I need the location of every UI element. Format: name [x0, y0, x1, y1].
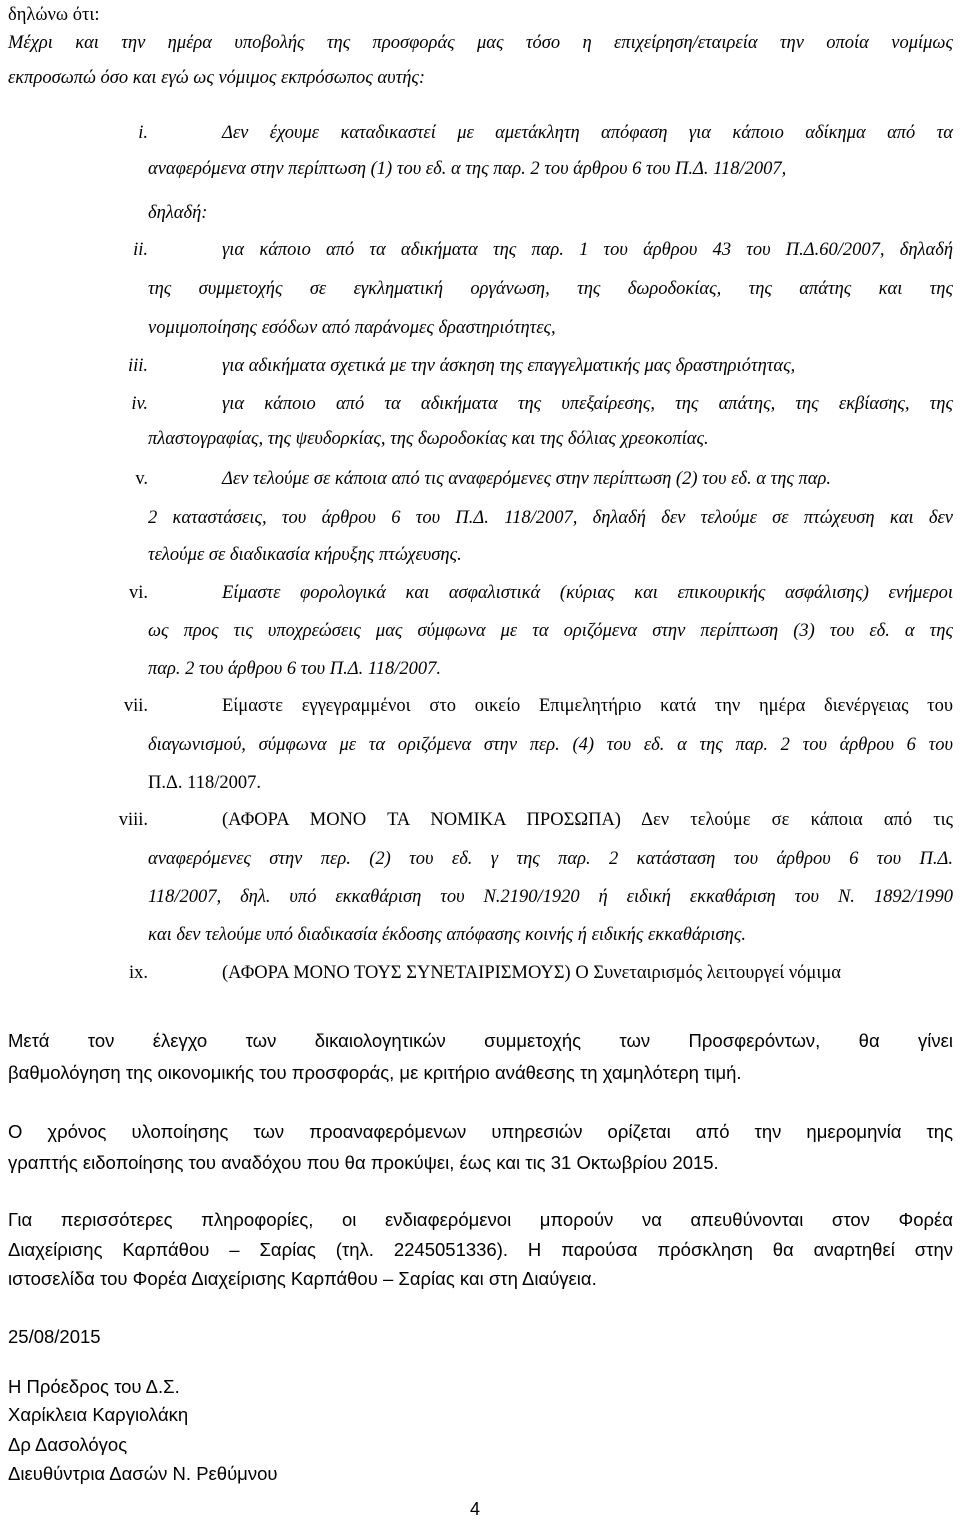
- paragraph-3-line-2: Διαχείρισης Καρπάθου – Σαρίας (τηλ. 2245051336). Η παρούσα πρόσκληση θα αναρτηθεί στην: [8, 1239, 953, 1260]
- item-viii-line-4: και δεν τελούμε υπό διαδικασία έκδοσης απόφασης κοινής ή ειδικής εκκαθάρισης.: [148, 925, 746, 945]
- intro-line-1: Μέχρι και την ημέρα υποβολής της προσφοράς μας τόσο η επιχείρηση/εταιρεία την οποία νομίμως: [8, 33, 953, 53]
- item-vii-number: vii.: [123, 696, 148, 716]
- item-i-number: i.: [138, 123, 148, 143]
- paragraph-2-line-2: γραπτής ειδοποίησης του αναδόχου που θα προκύψει, έως και τις 31 Οκτωβρίου 2015.: [8, 1152, 719, 1173]
- intro-line-2: εκπροσωπώ όσο και εγώ ως νόμιμος εκπρόσωπος αυτής:: [8, 68, 426, 88]
- item-i-line-3: δηλαδή:: [148, 203, 208, 223]
- item-vi-line-3: παρ. 2 του άρθρου 6 του Π.Δ. 118/2007.: [148, 659, 441, 679]
- paragraph-1-line-1: Μετά τον έλεγχο των δικαιολογητικών συμμετοχής των Προσφερόντων, θα γίνει: [8, 1030, 953, 1051]
- item-iii-number: iii.: [127, 356, 148, 376]
- item-iv-number: iv.: [131, 394, 148, 414]
- intro-heading: δηλώνω ότι:: [8, 5, 100, 25]
- item-vii-line-3: Π.Δ. 118/2007.: [148, 773, 261, 793]
- item-viii-line-1: (ΑΦΟΡΑ ΜΟΝΟ ΤΑ ΝΟΜΙΚΑ ΠΡΟΣΩΠΑ) Δεν τελούμε σε κάποια από τις: [222, 810, 953, 830]
- item-v-number: v.: [135, 469, 148, 489]
- item-v-line-2: 2 καταστάσεις, του άρθρου 6 του Π.Δ. 118/2007, δηλαδή δεν τελούμε σε πτώχευση και δεν: [148, 508, 953, 528]
- item-viii-line-3: 118/2007, δηλ. υπό εκκαθάριση του Ν.2190/1920 ή ειδική εκκαθάριση του Ν. 1892/1990: [148, 887, 953, 907]
- signature-date: 25/08/2015: [8, 1326, 101, 1347]
- item-ix-line-1: (ΑΦΟΡΑ ΜΟΝΟ ΤΟΥΣ ΣΥΝΕΤΑΙΡΙΣΜΟΥΣ) Ο Συνεταιρισμός λειτουργεί νόμιμα: [222, 963, 841, 983]
- item-i-line-2: αναφερόμενα στην περίπτωση (1) του εδ. α της παρ. 2 του άρθρου 6 του Π.Δ. 118/2007,: [148, 159, 787, 179]
- item-vi-line-1: Είμαστε φορολογικά και ασφαλιστικά (κύριας και επικουρικής ασφάλισης) ενήμεροι: [222, 583, 953, 603]
- item-iv-line-1: για κάποιο από τα αδικήματα της υπεξαίρεσης, της απάτης, της εκβίασης, της: [222, 394, 953, 414]
- item-v-line-3: τελούμε σε διαδικασία κήρυξης πτώχευσης.: [148, 545, 462, 565]
- signature-name: Χαρίκλεια Καργιολάκη: [8, 1404, 189, 1425]
- item-iv-line-2: πλαστογραφίας, της ψευδορκίας, της δωροδοκίας και της δόλιας χρεοκοπίας.: [148, 429, 709, 449]
- page-number: 4: [470, 1499, 481, 1519]
- paragraph-1-line-2: βαθμολόγηση της οικονομικής του προσφοράς, με κριτήριο ανάθεσης τη χαμηλότερη τιμή.: [8, 1062, 742, 1083]
- item-vi-number: vi.: [128, 583, 148, 603]
- item-ii-line-1: για κάποιο από τα αδικήματα της παρ. 1 του άρθρου 43 του Π.Δ.60/2007, δηλαδή: [222, 240, 953, 260]
- item-ix-number: ix.: [128, 963, 148, 983]
- item-ii-line-2: της συμμετοχής σε εγκληματική οργάνωση, της δωροδοκίας, της απάτης και της: [148, 279, 953, 299]
- paragraph-3-line-1: Για περισσότερες πληροφορίες, οι ενδιαφερόμενοι μπορούν να απευθύνονται στον Φορέα: [8, 1209, 953, 1230]
- signature-title: Δρ Δασολόγος: [8, 1434, 128, 1455]
- item-v-line-1: Δεν τελούμε σε κάποια από τις αναφερόμενες στην περίπτωση (2) του εδ. α της παρ.: [222, 469, 832, 489]
- signature-role: Η Πρόεδρος του Δ.Σ.: [8, 1376, 180, 1397]
- item-iii-line-1: για αδικήματα σχετικά με την άσκηση της επαγγελματικής μας δραστηριότητας,: [222, 356, 796, 376]
- item-viii-number: viii.: [118, 810, 148, 830]
- item-viii-line-2: αναφερόμενες στην περ. (2) του εδ. γ της παρ. 2 κατάσταση του άρθρου 6 του Π.Δ.: [148, 849, 953, 869]
- item-vii-line-2: διαγωνισμού, σύμφωνα με τα οριζόμενα στην περ. (4) του εδ. α της παρ. 2 του άρθρου 6 του: [148, 735, 953, 755]
- item-ii-number: ii.: [133, 240, 148, 260]
- signature-position: Διευθύντρια Δασών Ν. Ρεθύμνου: [8, 1463, 278, 1484]
- item-ii-line-3: νομιμοποίησης εσόδων από παράνομες δραστηριότητες,: [148, 318, 556, 338]
- paragraph-3-line-3: ιστοσελίδα του Φορέα Διαχείρισης Καρπάθου – Σαρίας και στη Διαύγεια.: [8, 1268, 597, 1289]
- item-vii-line-1: Είμαστε εγγεγραμμένοι στο οικείο Επιμελητήριο κατά την ημέρα διενέργειας του: [222, 696, 953, 716]
- paragraph-2-line-1: Ο χρόνος υλοποίησης των προαναφερόμενων υπηρεσιών ορίζεται από την ημερομηνία της: [8, 1121, 953, 1142]
- item-i-line-1: Δεν έχουμε καταδικαστεί με αμετάκλητη απόφαση για κάποιο αδίκημα από τα: [222, 123, 953, 143]
- item-vi-line-2: ως προς τις υποχρεώσεις μας σύμφωνα με τα οριζόμενα στην περίπτωση (3) του εδ. α της: [148, 621, 953, 641]
